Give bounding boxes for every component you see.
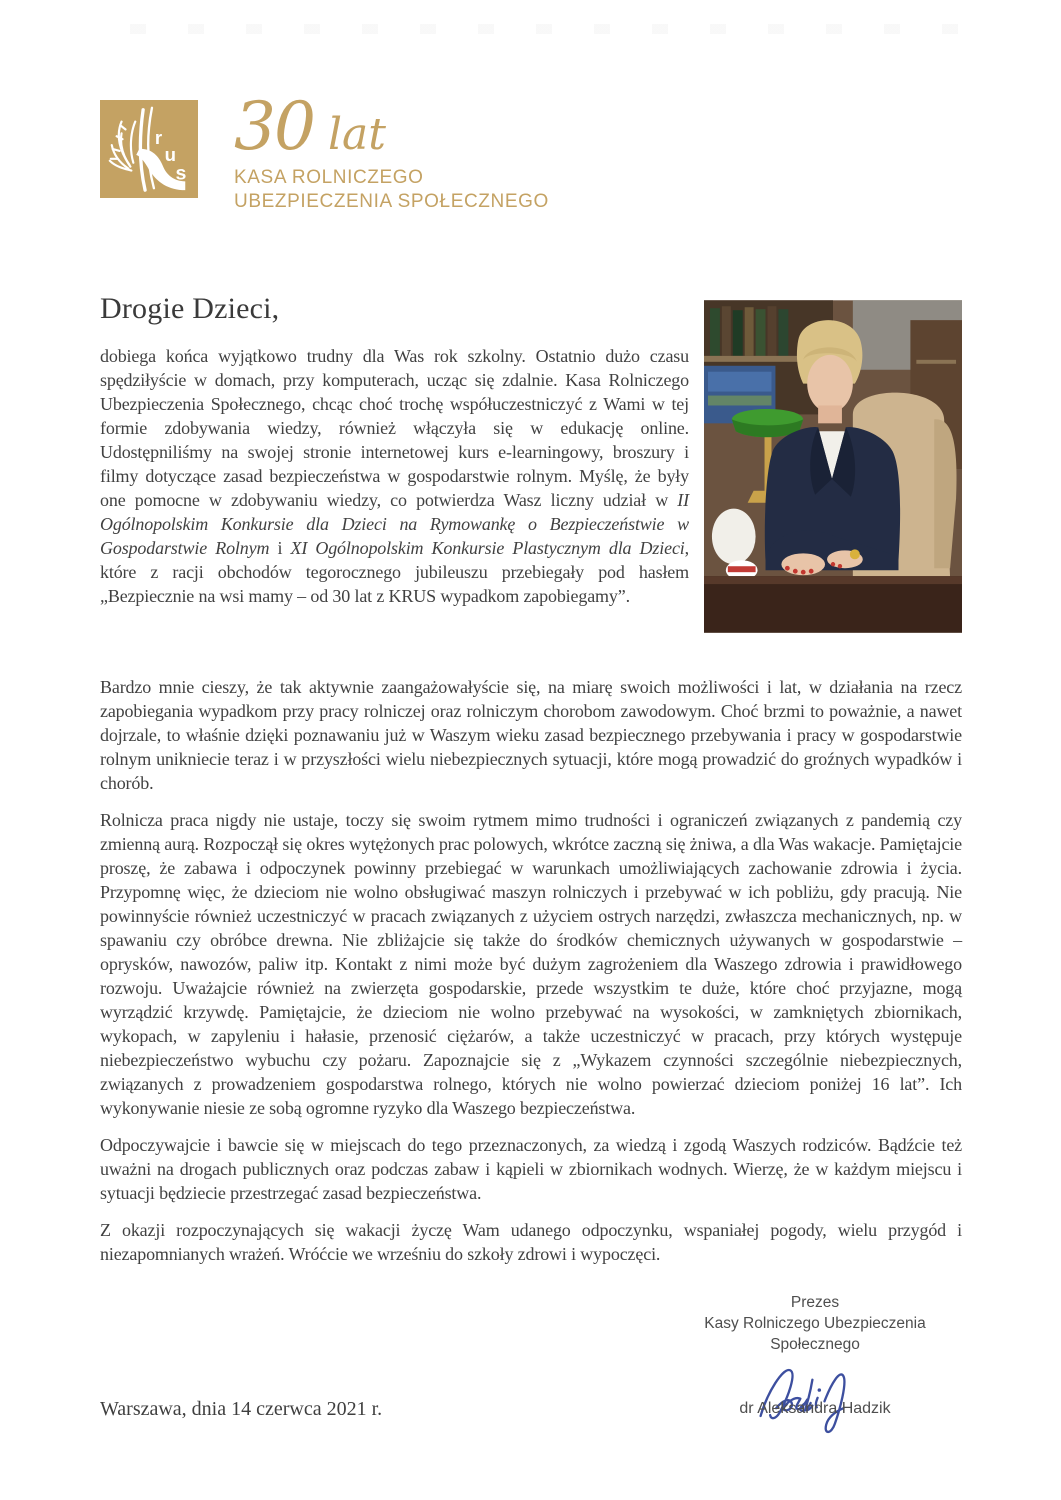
emblem-letter-r: r [154,127,163,149]
intro-section [100,292,962,621]
anniversary-word: lat [327,109,386,160]
paragraph-3: Rolnicza praca nigdy nie ustaje, toczy się swoim rytmem mimo trudności i ograniczeń związanych z pandemią czy zmienną aurą. Rozpoczął się okres wytężonych prac polowych, wkrótce zaczną się żniwa, a dla Was wakacje. Pamiętajcie proszę, że zabawa i odpoczynek powinny przebiegać w warunkach umożliwiających zachowanie zdrowia i życia. Przypomnę więc, że dzieciom nie wolno obsługiwać maszyn rolniczych i przebywać w ich pobliżu, gdy pracują. Nie powinnyście również uczestniczyć w pracach związanych z użyciem ostrych narzędzi, zwłaszcza mechanicznych, np. w spawaniu czy obróbce drewna. Nie zbliżajcie się także do środków chemicznych używanych w gospodarstwie – oprysków, nawozów, paliw itp. Kontakt z nimi może być dużym zagrożeniem dla Waszego zdrowia i prawidłowego rozwoju. Uważajcie również na zwierzęta gospodarskie, przede wszystkim te duże, które choć przyjazne, mogą wyrządzić krzywdę. Pamiętajcie, że dzieciom nie wolno przebywać na wysokości, w zamkniętych zbiornikach, wykopach, w zapyleniu i hałasie, przenosić ciężarów, a także uczestniczyć w pracach, przy których występuje niebezpieczeństwo wybuchu czy pożaru. Zapoznajcie się z „Wykazem czynności szczególnie niebezpiecznych, związanych z prowadzeniem gospodarstwa rolnego, których nie wolno powierzać dzieciom poniżej 16 lat”. Ich wykonywanie niesie ze sobą ogromne ryzyko dla Waszego bezpieczeństwa. [100,810,962,1118]
letter-body [100,675,962,1279]
paragraph-1-italic-run: XI Ogólnopolskim Konkursie Plastycznym dla Dzieci [290,538,685,558]
paragraph-1-run: i [269,538,291,558]
paragraph-5: Z okazji rozpoczynających się wakacji życzę Wam udanego odpoczynku, wspaniałej pogody, wielu przygód i niezapomnianych wrażeń. Wróćcie we wrześniu do szkoły zdrowi i wypoczęci. [100,1220,962,1264]
paragraph-2: Bardzo mnie cieszy, że tak aktywnie zaangażowałyście się, na miarę swoich możliwości i lat, w działania na rzecz zapobiegania wypadkom przy pracy rolniczej oraz rolniczym chorobom zawodowym. Choć brzmi to poważnie, a nawet dojrzale, to właśnie dzięki poznawaniu już w Waszym wieku zasad bezpiecznego przebywania i pracy w gospodarstwie rolnym unikniecie teraz i w przyszłości wielu niebezpiecznych sytuacji, które mogą prowadzić do groźnych wypadków i chorób. [100,677,962,793]
ghost-header-artifact [130,24,991,34]
anniversary-number: 30 [234,88,314,165]
president-portrait-photo [704,300,962,633]
krus-emblem-icon [100,100,198,198]
closing-block [660,1292,970,1447]
paragraph-1-run: , które z racji obchodów tegorocznego jubileuszu przebiegały pod hasłem „Bezpiecznie na wsi mamy – od 30 lat z KRUS wypadkom zapobiegamy”. [100,538,690,606]
emblem-letter-s: s [175,162,187,185]
closing-title-line1: Prezes [790,1294,840,1311]
salutation: Drogie Dzieci, [100,292,280,325]
org-name-line1: KASA ROLNICZEGO [234,167,424,188]
org-name-line2: UBEZPIECZENIA SPOŁECZNEGO [234,191,549,212]
paragraph-1 [100,344,689,608]
closing-title-line2: Kasy Rolniczego Ubezpieczenia Społecznego [704,1315,926,1353]
dateline: Warszawa, dnia 14 czerwca 2021 r. [100,1398,383,1420]
paragraph-4: Odpoczywajcie i bawcie się w miejscach do tego przeznaczonych, za wiedzą i zgodą Waszych rodziców. Bądźcie też uważni na drogach publicznych oraz podczas zabaw i kąpieli w zbiornikach wodnych. Wierzę, że w każdym miejscu i sytuacji będziecie przestrzegać zasad bezpieczeństwa. [100,1135,962,1203]
anniversary-30-lat [234,88,549,165]
paragraph-1-italic-run: II Ogólnopolskim Konkursie dla Dzieci na Rymowankę o Bezpieczeństwie w Gospodarstwie Rolnym [100,490,689,558]
emblem-letter-u: u [164,143,177,165]
paragraph-1-run: dobiega końca wyjątkowo trudny dla Was rok szkolny. Ostatnio dużo czasu spędziłyście w domach, przy komputerach, ucząc się zdalnie. Kasa Rolniczego Ubezpieczenia Społecznego, chcąc choć trochę współuczestniczyć z Wami w tej formie zdobywania wiedzy, również włączyła się w edukację online. Udostępniliśmy na swojej stronie internetowej kurs e-learningowy, broszury i filmy dotyczące zasad bezpieczeństwa w gospodarstwie rolnym. Myślę, że były one pomocne w zdobywaniu wiedzy, co potwierdza Wasz liczny udział w [100,346,689,510]
signer-name: dr Aleksandra Hadzik [739,1400,891,1417]
krus-logo-header [100,88,549,214]
